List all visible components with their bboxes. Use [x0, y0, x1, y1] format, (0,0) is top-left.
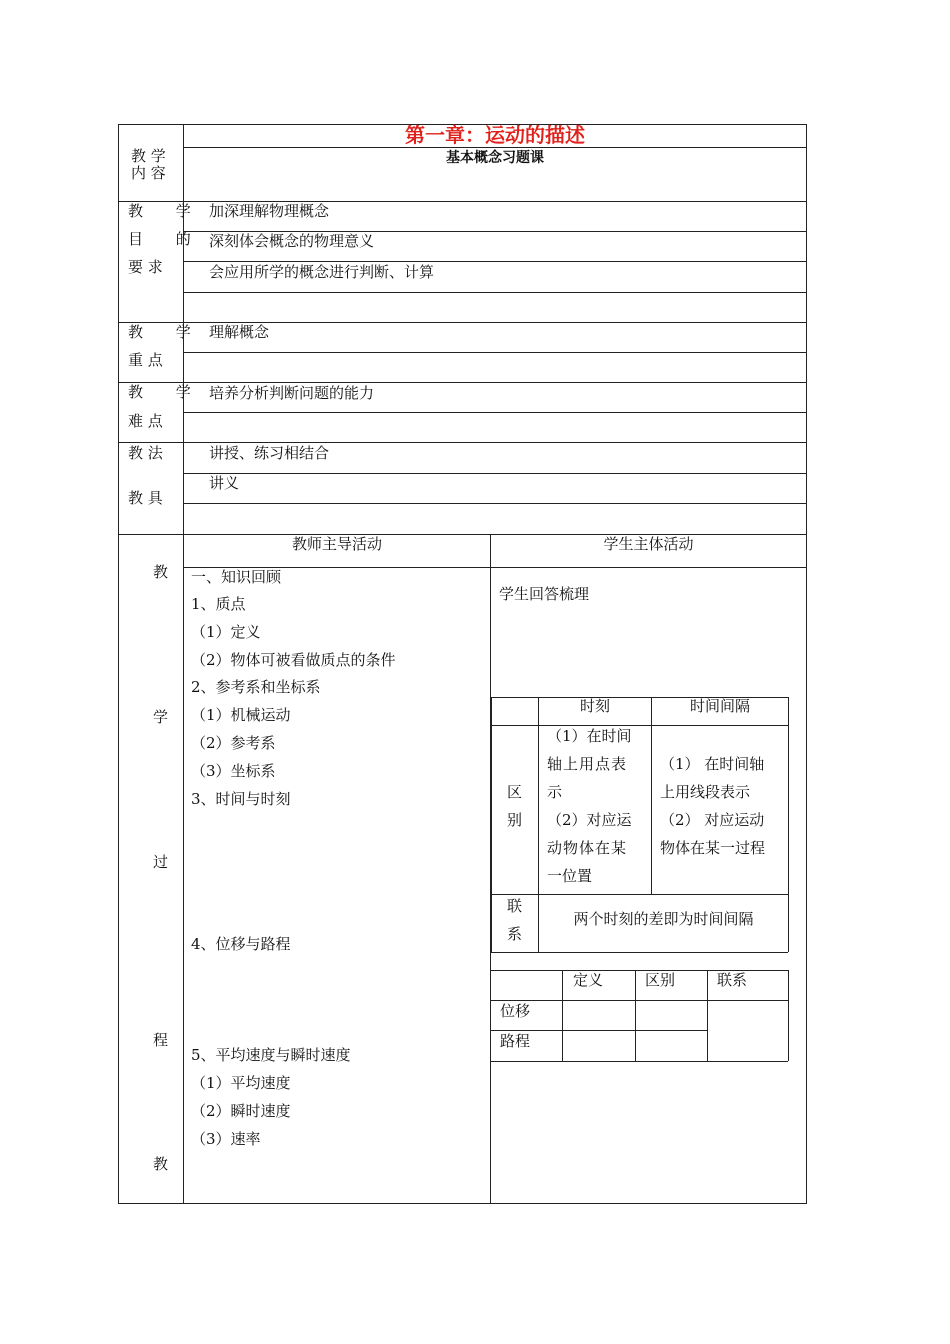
label-method: 教 法 — [128, 444, 163, 462]
teacher-line: 5、平均速度与瞬时速度 — [191, 1046, 351, 1064]
time-table-row-label: 系 — [507, 925, 523, 943]
teacher-line: 2、参考系和坐标系 — [191, 678, 321, 696]
moment-cell-line: （1）在时间 — [547, 727, 632, 745]
row-line — [183, 352, 806, 353]
disp-table-line — [491, 1000, 788, 1001]
time-table-row-label: 联 — [507, 897, 523, 915]
label-objectives-1: 教 学 — [128, 202, 205, 220]
teacher-line: （2）瞬时速度 — [191, 1102, 291, 1120]
time-table-line — [491, 894, 788, 895]
disp-table-header: 区别 — [645, 971, 676, 989]
label-objectives-2: 目 的 — [128, 230, 205, 248]
process-label: 教 — [153, 1155, 169, 1173]
page-title: 第一章：运动的描述 — [405, 123, 585, 147]
label-content-1: 教 学 — [131, 147, 166, 165]
interval-cell-line: 上用线段表示 — [660, 783, 751, 801]
table-left-border — [118, 124, 119, 1204]
process-label: 教 — [153, 563, 169, 581]
time-table-line — [491, 697, 492, 952]
time-table-header-interval: 时间间隔 — [689, 697, 750, 715]
process-label: 过 — [153, 853, 169, 871]
teacher-line: （2）参考系 — [191, 734, 276, 752]
moment-cell-line: 轴上用点表 — [547, 755, 628, 773]
label-difficulty-1: 教 学 — [128, 383, 205, 401]
time-table-line — [651, 697, 652, 894]
teacher-line: （2）物体可被看做质点的条件 — [191, 651, 396, 669]
moment-cell-line: 一位置 — [547, 867, 593, 885]
time-table-row-label: 别 — [507, 811, 523, 829]
teacher-line: （1）机械运动 — [191, 706, 291, 724]
label-focus-1: 教 学 — [128, 323, 205, 341]
row-line — [183, 503, 806, 504]
moment-cell-line: 示 — [547, 783, 563, 801]
moment-cell-line: （2）对应运 — [547, 811, 632, 829]
interval-cell-line: （1） 在时间轴 — [660, 755, 765, 773]
student-note: 学生回答梳理 — [499, 585, 590, 603]
objective-item: 深刻体会概念的物理意义 — [209, 232, 375, 250]
process-label: 学 — [153, 708, 169, 726]
teacher-line: （1）定义 — [191, 623, 261, 641]
difficulty-text: 培养分析判断问题的能力 — [209, 384, 375, 402]
table-right-border — [806, 124, 807, 1204]
disp-table-header: 定义 — [573, 971, 604, 989]
label-tools: 教 具 — [128, 489, 163, 507]
label-focus-2: 重 点 — [128, 351, 163, 369]
time-table-line — [491, 952, 788, 953]
row-line — [183, 412, 806, 413]
label-column-divider — [183, 124, 184, 1204]
time-table-line — [491, 725, 788, 726]
teacher-line: 一、知识回顾 — [191, 568, 282, 586]
label-content-2: 内 容 — [131, 164, 166, 182]
time-relation-text: 两个时刻的差即为时间间隔 — [573, 910, 754, 928]
disp-table-line — [491, 1061, 788, 1062]
interval-cell-line: （2） 对应运动 — [660, 811, 765, 829]
tools-text: 讲义 — [209, 474, 240, 492]
teacher-line: 3、时间与时刻 — [191, 790, 291, 808]
disp-table-row-label: 位移 — [500, 1002, 531, 1020]
label-objectives-3: 要 求 — [128, 258, 163, 276]
process-label: 程 — [153, 1031, 169, 1049]
time-table-row-label: 区 — [507, 783, 523, 801]
objective-item: 会应用所学的概念进行判断、计算 — [209, 263, 435, 281]
time-table-line — [788, 697, 789, 952]
label-difficulty-2: 难 点 — [128, 412, 163, 430]
time-table-header-moment: 时刻 — [579, 697, 610, 715]
teacher-line: （3）速率 — [191, 1130, 261, 1148]
interval-cell-line: 物体在某一过程 — [660, 839, 766, 857]
focus-text: 理解概念 — [209, 323, 270, 341]
teacher-line: （1）平均速度 — [191, 1074, 291, 1092]
disp-table-line — [635, 970, 636, 1061]
disp-table-header: 联系 — [717, 971, 748, 989]
teacher-activity-header: 教师主导活动 — [291, 535, 382, 553]
disp-table-line — [707, 970, 708, 1061]
teacher-line: （3）坐标系 — [191, 762, 276, 780]
table-bottom-border — [118, 1203, 806, 1204]
student-activity-header: 学生主体活动 — [603, 535, 694, 553]
row-line — [183, 292, 806, 293]
disp-table-line — [788, 970, 789, 1061]
teacher-line: 1、质点 — [191, 595, 246, 613]
disp-table-line — [562, 970, 563, 1061]
method-text: 讲授、练习相结合 — [209, 444, 330, 462]
row-line — [183, 473, 806, 474]
disp-table-row-label: 路程 — [500, 1032, 531, 1050]
moment-cell-line: 动物体在某 — [547, 839, 628, 857]
page-subtitle: 基本概念习题课 — [446, 150, 544, 166]
teacher-line: 4、位移与路程 — [191, 935, 291, 953]
objective-item: 加深理解物理概念 — [209, 202, 330, 220]
